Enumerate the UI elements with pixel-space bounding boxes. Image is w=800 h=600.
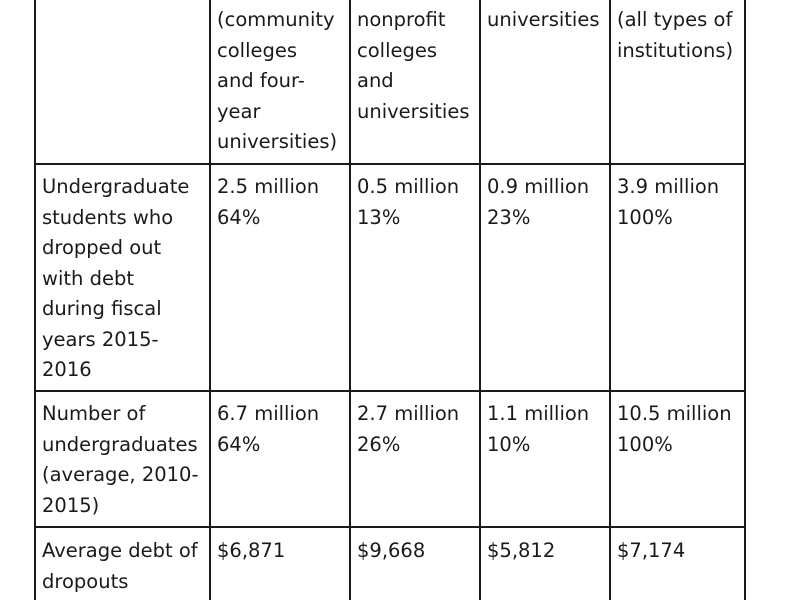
row2-total: 10.5 million 100% xyxy=(617,402,732,456)
column-divider-3 xyxy=(479,0,481,600)
table-border-right xyxy=(744,0,746,600)
header-for-profit: universities xyxy=(487,8,600,31)
row1-public: 2.5 million 64% xyxy=(217,175,320,229)
row1-for-profit: 0.9 million 23% xyxy=(487,175,590,229)
row-divider-1 xyxy=(34,390,746,392)
row1-private-nonprofit: 0.5 million 13% xyxy=(357,175,460,229)
row3-private-nonprofit: $9,668 xyxy=(357,539,426,562)
header-public: (community colleges and four- year universities) xyxy=(217,8,338,153)
column-divider-1 xyxy=(209,0,211,600)
row2-private-nonprofit: 2.7 million 26% xyxy=(357,402,460,456)
row2-public: 6.7 million 64% xyxy=(217,402,320,456)
row-divider-header xyxy=(34,163,746,165)
row1-total: 3.9 million 100% xyxy=(617,175,720,229)
row3-public: $6,871 xyxy=(217,539,286,562)
table-border-left xyxy=(34,0,36,600)
row-label-average-debt: Average debt of dropouts xyxy=(42,539,198,593)
row-label-dropouts-with-debt: Undergraduate students who dropped out with debt during fiscal years 2015- 2016 xyxy=(42,175,190,381)
row-divider-2 xyxy=(34,526,746,528)
header-private-nonprofit: nonprofit colleges and universities xyxy=(357,8,470,123)
column-divider-4 xyxy=(609,0,611,600)
row2-for-profit: 1.1 million 10% xyxy=(487,402,590,456)
row-label-number-of-undergraduates: Number of undergraduates (average, 2010- 2015) xyxy=(42,402,199,517)
header-total: (all types of institutions) xyxy=(617,8,734,62)
row3-for-profit: $5,812 xyxy=(487,539,556,562)
row3-total: $7,174 xyxy=(617,539,686,562)
column-divider-2 xyxy=(349,0,351,600)
